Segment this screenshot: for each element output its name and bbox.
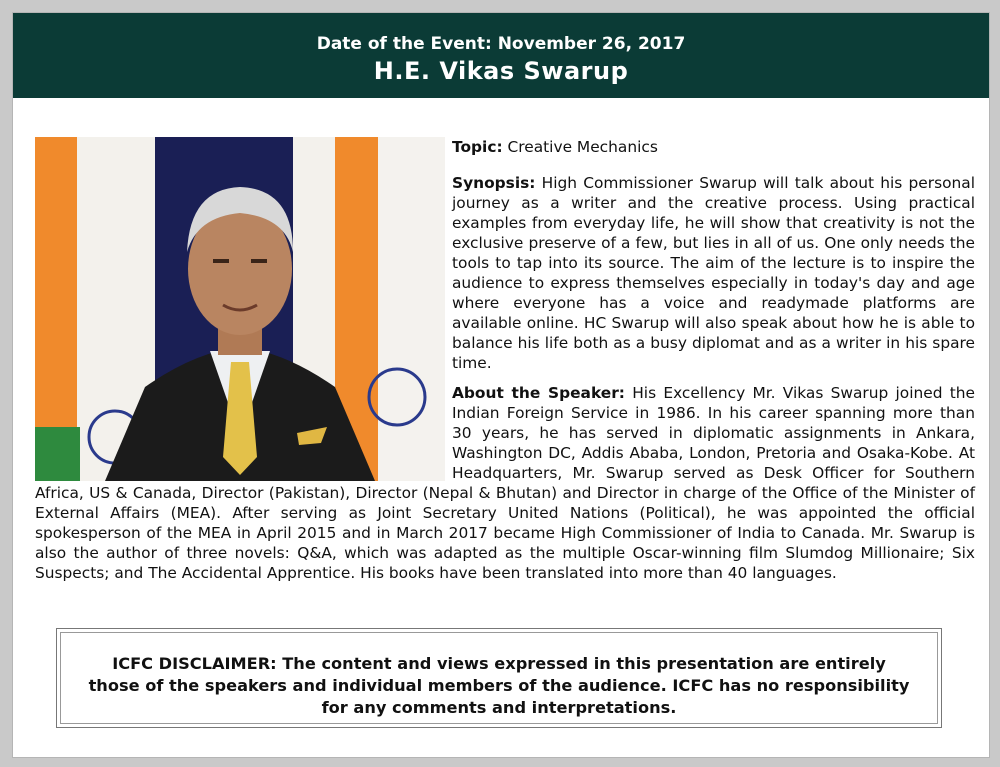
event-header — [13, 13, 989, 98]
about-text: His Excellency Mr. Vikas Swarup joined the Indian Foreign Service in 1986. In his career spanning more than 30 years, he has served in diplomatic assignments in Ankara, Washington DC, Addis Ababa, London, Pretoria and Osaka-Kobe. At Headquarters, Mr. Swarup served as Desk Officer for Southern Africa, US & Canada, Director (Pakistan), Director (Nepal & Bhutan) and Director in charge of the Office of the Minister of External Affairs (MEA). After serving as Joint Secretary United Nations (Political), he was appointed the official spokesperson of the MEA in April 2015 and in March 2017 became High Commissioner of India to Canada. Mr. Swarup is also the author of three novels: Q&A, which was adapted as the multiple Oscar-winning film Slumdog Millionaire; Six Suspects; and The Accidental Apprentice. His books have been translated into more than 40 languages. — [35, 384, 975, 582]
disclaimer-text: ICFC DISCLAIMER: The content and views expressed in this presentation are entirely those of the speakers and individual members of the audience. ICFC has no responsibility for any comments and interpretations. — [88, 654, 910, 717]
event-date: Date of the Event: November 26, 2017 — [316, 34, 686, 54]
speaker-name: H.E. Vikas Swarup — [373, 57, 629, 85]
event-card — [12, 12, 990, 758]
event-description — [35, 137, 975, 593]
photo-spacer — [35, 137, 445, 483]
topic-text: Creative Mechanics — [507, 138, 658, 156]
disclaimer-box — [56, 628, 942, 728]
topic-label: Topic: — [452, 138, 503, 156]
synopsis-text: High Commissioner Swarup will talk about his personal journey as a writer and the creative process. Using practical examples from everyday life, he will show that creativity is not the exclusive preserve of a few, but lies in all of us. One only needs the tools to tap into its source. The aim of the lecture is to inspire the audience to express themselves especially in today's day and age where everyone has a voice and readymade platforms are available online. HC Swarup will also speak about how he is able to balance his life both as a busy diplomat and as a writer in his spare time. — [452, 174, 975, 372]
synopsis-label: Synopsis: — [452, 174, 536, 192]
about-label: About the Speaker: — [452, 384, 625, 402]
